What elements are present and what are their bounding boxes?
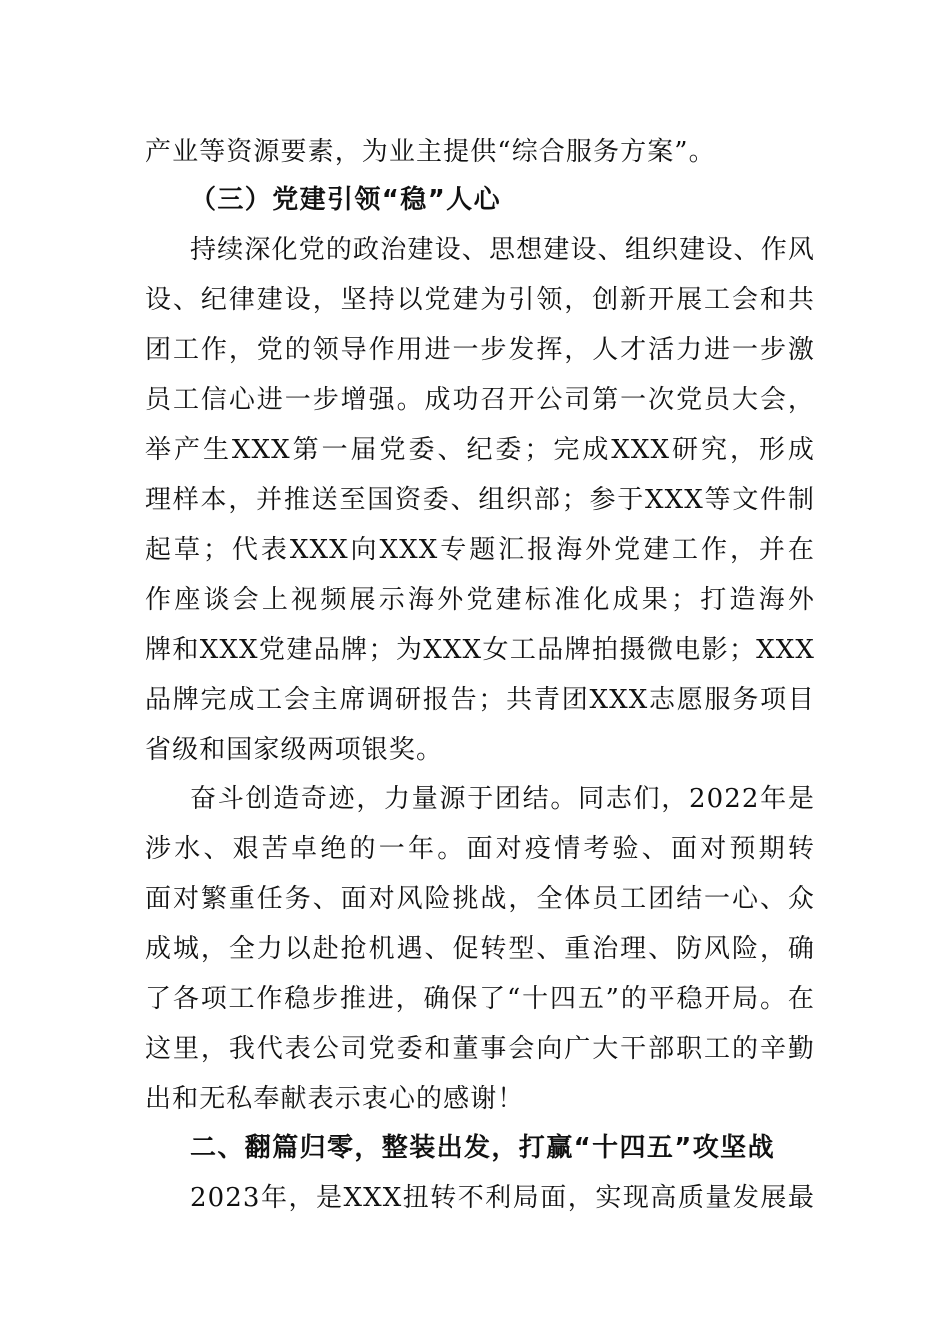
paragraph-line: 省级和国家级两项银奖。: [145, 735, 444, 765]
paragraph-line: 2023年，是XXX扭转不利局面，实现高质量发展最: [190, 1183, 815, 1213]
paragraph-line: 员工信心进一步增强。成功召开公司第一次党员大会，: [145, 385, 815, 415]
paragraph-line: 出和无私奉献表示衷心的感谢！: [145, 1084, 525, 1114]
paragraph-line: 奋斗创造奇迹，力量源于团结。同志们，2022年是: [190, 784, 815, 814]
paragraph-line: 涉水、艰苦卓绝的一年。面对疫情考验、面对预期转: [145, 834, 815, 864]
section-heading: （三）党建引领“稳”人心: [190, 185, 501, 215]
paragraph-line: 团工作，党的领导作用进一步发挥，人才活力进一步激: [145, 335, 815, 365]
paragraph-line: 品牌完成工会主席调研报告；共青团XXX志愿服务项目: [145, 685, 815, 715]
paragraph-line: 面对繁重任务、面对风险挑战，全体员工团结一心、众: [145, 884, 815, 914]
paragraph-line: 持续深化党的政治建设、思想建设、组织建设、作风: [190, 235, 815, 265]
paragraph-line: 起草；代表XXX向XXX专题汇报海外党建工作，并在: [145, 535, 815, 565]
paragraph-line: 这里，我代表公司党委和董事会向广大干部职工的辛勤: [145, 1034, 815, 1064]
paragraph-line: 牌和XXX党建品牌；为XXX女工品牌拍摄微电影；XXX: [145, 635, 815, 665]
paragraph-line: 产业等资源要素，为业主提供“综合服务方案”。: [145, 137, 716, 167]
chapter-heading: 二、翻篇归零，整装出发，打赢“十四五”攻坚战: [190, 1133, 775, 1163]
paragraph-line: 作座谈会上视频展示海外党建标准化成果；打造海外: [145, 585, 815, 615]
paragraph-line: 举产生XXX第一届党委、纪委；完成XXX研究，形成: [145, 435, 815, 465]
paragraph-line: 了各项工作稳步推进，确保了“十四五”的平稳开局。在: [145, 984, 815, 1014]
paragraph-line: 成城，全力以赴抢机遇、促转型、重治理、防风险，确: [145, 934, 815, 964]
paragraph-line: 理样本，并推送至国资委、组织部；参于XXX等文件制: [145, 485, 815, 515]
paragraph-line: 设、纪律建设，坚持以党建为引领，创新开展工会和共: [145, 285, 815, 315]
